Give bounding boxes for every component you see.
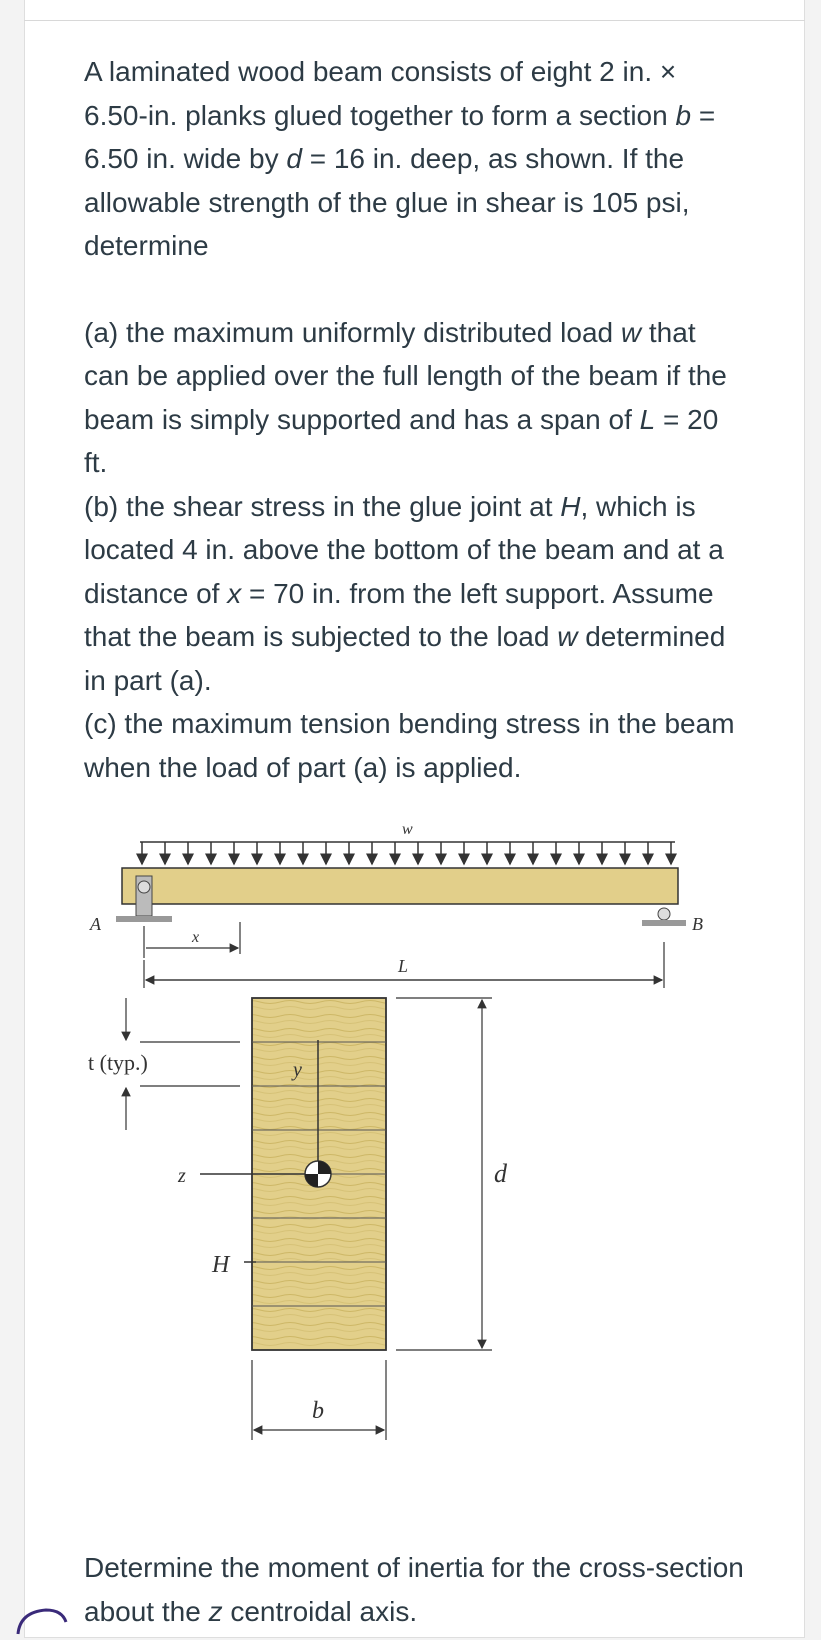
y-label: y bbox=[293, 1059, 302, 1081]
b-label: b bbox=[312, 1398, 324, 1424]
z-label: z bbox=[178, 1165, 186, 1187]
part-c: (c) the maximum tension bending stress in the beam when the load of part (a) is applied. bbox=[84, 708, 735, 783]
support-label-B: B bbox=[692, 914, 703, 934]
part-a: (a) the maximum uniformly distributed load w that can be applied over the full length of the beam if the beam is simply supported and has a span of L = 20 ft. bbox=[84, 316, 727, 478]
beam bbox=[122, 868, 678, 904]
header-divider bbox=[24, 20, 805, 21]
centroid-symbol bbox=[305, 1161, 331, 1187]
question-text: Determine the moment of inertia for the cross-section about the z centroidal axis. bbox=[84, 1552, 744, 1627]
L-label: L bbox=[398, 956, 409, 976]
chat-bubble-icon[interactable] bbox=[10, 1600, 70, 1640]
d-dimension bbox=[396, 998, 492, 1350]
problem-text bbox=[84, 50, 744, 789]
H-label: H bbox=[212, 1252, 230, 1278]
distributed-load-arrows bbox=[140, 842, 675, 864]
problem-intro: A laminated wood beam consists of eight 2 in. × 6.50-in. planks glued together to form a section b = 6.50 in. wide by d = 16 in. deep, as shown. If the allowable strength of the glue in shear is 105 psi, determine bbox=[84, 56, 716, 261]
part-b: (b) the shear stress in the glue joint at H, which is located 4 in. above the bottom of the beam and at a distance of x = 70 in. from the left support. Assume that the beam is subjected to the load w determined in part (a). bbox=[84, 490, 726, 696]
x-label: x bbox=[192, 929, 200, 946]
beam-figure bbox=[80, 821, 740, 1510]
support-label-A: A bbox=[90, 914, 101, 934]
load-label-w: w bbox=[402, 821, 413, 838]
t-label: t (typ.) bbox=[88, 1050, 148, 1075]
d-label: d bbox=[494, 1159, 507, 1188]
roller-support-B bbox=[642, 908, 686, 926]
